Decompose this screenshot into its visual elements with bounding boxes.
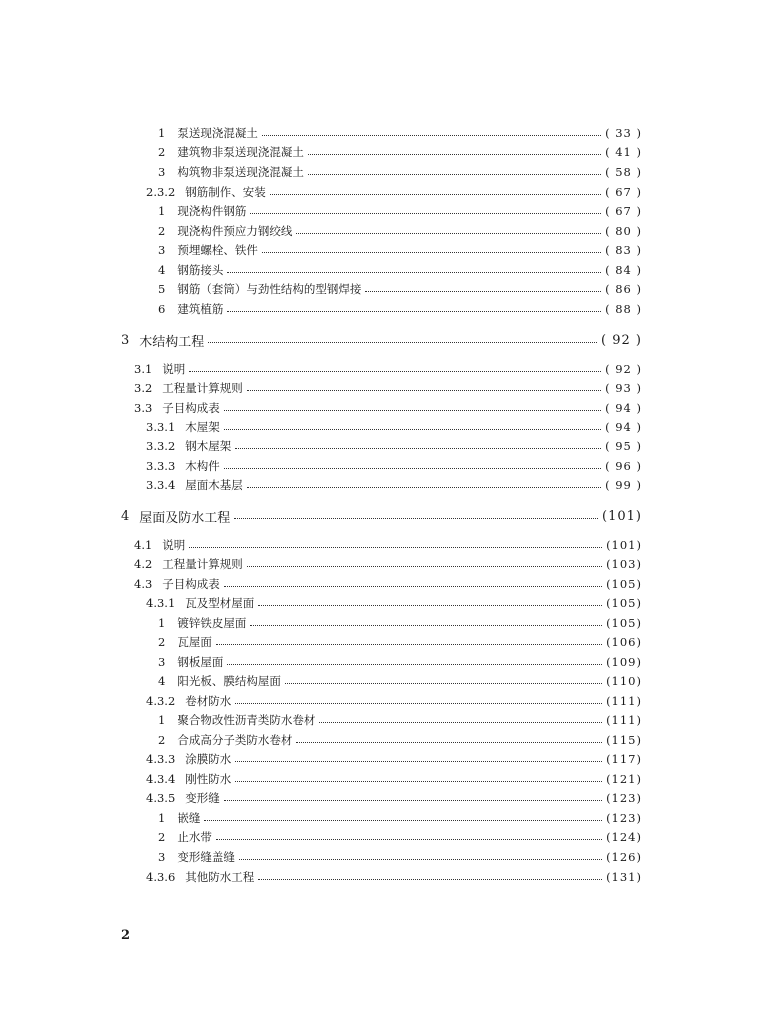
dot-leader [224, 468, 601, 469]
toc-entry-number: 4 [158, 674, 166, 688]
toc-entry-page: ( 86 ) [605, 282, 642, 296]
dot-leader [262, 135, 601, 136]
toc-entry-number: 3.3.4 [146, 478, 176, 492]
toc-entry [146, 750, 642, 768]
toc-entry-title: 瓦屋面 [177, 635, 212, 649]
toc-entry-title: 刚性防水 [185, 772, 232, 786]
toc-entry-title: 镀锌铁皮屋面 [177, 616, 247, 630]
toc-entry-title: 止水带 [177, 830, 212, 844]
toc-entry [158, 731, 642, 749]
dot-leader [285, 683, 602, 684]
dot-leader [224, 586, 602, 587]
toc-entry [146, 594, 642, 612]
toc-entry-title: 嵌缝 [177, 811, 201, 825]
toc-entry-page: (105) [606, 596, 642, 610]
dot-leader [235, 781, 602, 782]
toc-entry-page: (106) [606, 635, 642, 649]
toc-entry-title: 木构件 [185, 459, 220, 473]
toc-entry-number: 4.3.4 [146, 772, 176, 786]
dot-leader [319, 722, 602, 723]
toc-entry-page: ( 67 ) [605, 185, 642, 199]
toc-entry-title: 现浇构件预应力钢绞线 [177, 224, 293, 238]
toc-entry-number: 3 [158, 165, 166, 179]
toc-entry-number: 1 [158, 616, 166, 630]
toc-entry-page: ( 84 ) [605, 263, 642, 277]
toc-entry-title: 子目构成表 [162, 577, 220, 591]
toc-entry-page: ( 94 ) [605, 401, 642, 415]
toc-entry-title: 其他防水工程 [185, 870, 255, 884]
toc-entry-number: 4.3.2 [146, 694, 176, 708]
toc-entry-title: 说明 [162, 362, 186, 376]
toc-entry-page: (105) [606, 577, 642, 591]
toc-entry [158, 672, 642, 690]
toc-entry-title: 阳光板、膜结构屋面 [177, 674, 281, 688]
toc-entry-number: 3 [158, 850, 166, 864]
toc-entry-title: 子目构成表 [162, 401, 220, 415]
dot-leader [247, 566, 602, 567]
toc-entry-page: ( 58 ) [605, 165, 642, 179]
toc-entry [146, 437, 642, 455]
toc-entry-number: 2.3.2 [146, 185, 176, 199]
toc-entry-title: 构筑物非泵送现浇混凝土 [177, 165, 304, 179]
toc-entry-title: 卷材防水 [185, 694, 232, 708]
toc-entry [146, 183, 642, 201]
toc-entry-number: 4 [158, 263, 166, 277]
toc-entry-title: 建筑植筋 [177, 302, 224, 316]
toc-entry-page: (109) [606, 655, 642, 669]
dot-leader [250, 213, 601, 214]
toc-entry-page: ( 92 ) [601, 332, 642, 348]
toc-entry-page: ( 88 ) [605, 302, 642, 316]
toc-entry-page: (131) [606, 870, 642, 884]
toc-entry [134, 399, 642, 417]
toc-entry [146, 457, 642, 475]
toc-entry-title: 建筑物非泵送现浇混凝土 [177, 145, 304, 159]
dot-leader [189, 547, 602, 548]
toc-entry [158, 848, 642, 866]
toc-entry-number: 2 [158, 145, 166, 159]
dot-leader [216, 644, 602, 645]
toc-entry [158, 300, 642, 318]
dot-leader [235, 448, 601, 449]
toc-entry [134, 575, 642, 593]
toc-entry-number: 3.3.2 [146, 439, 176, 453]
toc-entry-title: 变形缝 [185, 791, 220, 805]
toc-entry-number: 3.1 [134, 362, 153, 376]
toc-entry [146, 789, 642, 807]
toc-entry-title: 合成高分子类防水卷材 [177, 733, 293, 747]
dot-leader [258, 879, 602, 880]
dot-leader [258, 605, 602, 606]
toc-entry-title: 钢板屋面 [177, 655, 224, 669]
toc-entry-title: 现浇构件钢筋 [177, 204, 247, 218]
toc-entry-title: 工程量计算规则 [162, 381, 243, 395]
dot-leader [296, 742, 602, 743]
toc-entry-number: 6 [158, 302, 166, 316]
toc-entry-number: 3.3.1 [146, 420, 176, 434]
dot-leader [247, 390, 601, 391]
toc-entry-title: 钢筋接头 [177, 263, 224, 277]
toc-entry-title: 预埋螺栓、铁件 [177, 243, 258, 257]
toc-entry-title: 屋面及防水工程 [139, 510, 231, 525]
toc-entry-page: ( 83 ) [605, 243, 642, 257]
dot-leader [235, 761, 602, 762]
dot-leader [235, 703, 602, 704]
toc-entry [158, 202, 642, 220]
dot-leader [250, 625, 602, 626]
dot-leader [365, 291, 601, 292]
toc-entry-number: 4.2 [134, 557, 153, 571]
toc-entry-page: (124) [606, 830, 642, 844]
toc-entry-number: 4.1 [134, 538, 153, 552]
toc-entry [158, 241, 642, 259]
dot-leader [204, 820, 602, 821]
dot-leader [234, 518, 598, 519]
toc-entry-page: ( 96 ) [605, 459, 642, 473]
toc-entry-title: 木屋架 [185, 420, 220, 434]
toc-entry-title: 泵送现浇混凝土 [177, 126, 258, 140]
toc-entry-title: 涂膜防水 [185, 752, 232, 766]
toc-entry-title: 瓦及型材屋面 [185, 596, 255, 610]
toc-entry-number: 3 [158, 655, 166, 669]
toc-entry-page: ( 99 ) [605, 478, 642, 492]
toc-entry-page: (126) [606, 850, 642, 864]
toc-entry [158, 143, 642, 161]
toc-entry-number: 1 [158, 204, 166, 218]
toc-entry-page: (101) [606, 538, 642, 552]
toc-entry-number: 4 [121, 508, 130, 524]
toc-entry-page: ( 67 ) [605, 204, 642, 218]
toc-entry-page: (105) [606, 616, 642, 630]
toc-entry-number: 4.3.6 [146, 870, 176, 884]
toc-entry-page: ( 41 ) [605, 145, 642, 159]
page-number: 2 [121, 928, 131, 943]
dot-leader [227, 311, 601, 312]
toc-entry-number: 3.3 [134, 401, 153, 415]
toc-entry-title: 钢筋（套筒）与劲性结构的型钢焊接 [177, 282, 362, 296]
dot-leader [189, 371, 601, 372]
dot-leader [227, 272, 601, 273]
toc-entry [134, 536, 642, 554]
toc-entry-number: 2 [158, 635, 166, 649]
toc-entry-number: 3.3.3 [146, 459, 176, 473]
dot-leader [239, 859, 602, 860]
toc-entry-page: (123) [606, 811, 642, 825]
toc-entry-title: 钢木屋架 [185, 439, 232, 453]
toc-entry-title: 变形缝盖缝 [177, 850, 235, 864]
toc-entry-number: 3 [121, 332, 130, 348]
toc-entry-title: 聚合物改性沥青类防水卷材 [177, 713, 316, 727]
dot-leader [262, 252, 601, 253]
toc-entry [146, 770, 642, 788]
toc-entry-title: 说明 [162, 538, 186, 552]
toc-entry-page: (111) [606, 713, 642, 727]
toc-entry [158, 828, 642, 846]
toc-entry-number: 2 [158, 224, 166, 238]
toc-entry-page: (103) [606, 557, 642, 571]
toc-entry-number: 4.3.3 [146, 752, 176, 766]
toc-entry-page: (111) [606, 694, 642, 708]
toc-entry [158, 222, 642, 240]
toc-entry-number: 1 [158, 811, 166, 825]
toc-entry [146, 418, 642, 436]
toc-entry-page: ( 92 ) [605, 362, 642, 376]
toc-entry-number: 2 [158, 830, 166, 844]
toc-entry [146, 692, 642, 710]
toc-entry-page: (110) [606, 674, 642, 688]
toc-entry-page: (123) [606, 791, 642, 805]
toc-entry-number: 4.3 [134, 577, 153, 591]
toc-entry [121, 507, 642, 525]
toc-entry-page: (117) [606, 752, 642, 766]
toc-entry [134, 360, 642, 378]
toc-entry-number: 2 [158, 733, 166, 747]
toc-entry-number: 4.3.5 [146, 791, 176, 805]
dot-leader [308, 174, 601, 175]
toc-entry [158, 653, 642, 671]
toc-entry-number: 3.2 [134, 381, 153, 395]
toc-entry-page: (115) [606, 733, 642, 747]
dot-leader [224, 800, 602, 801]
toc-entry [158, 280, 642, 298]
toc-entry-number: 1 [158, 126, 166, 140]
toc-entry-number: 4.3.1 [146, 596, 176, 610]
toc-entry-number: 5 [158, 282, 166, 296]
dot-leader [270, 194, 601, 195]
toc-entry [158, 261, 642, 279]
toc-entry [158, 163, 642, 181]
toc-entry-number: 1 [158, 713, 166, 727]
toc-entry-page: ( 95 ) [605, 439, 642, 453]
toc-entry-title: 木结构工程 [139, 334, 205, 349]
toc-entry-title: 工程量计算规则 [162, 557, 243, 571]
toc-entry [146, 476, 642, 494]
toc-entry-page: ( 80 ) [605, 224, 642, 238]
toc-entry [134, 379, 642, 397]
dot-leader [224, 410, 601, 411]
toc-entry [158, 633, 642, 651]
toc-entry [158, 124, 642, 142]
toc-entry [158, 614, 642, 632]
dot-leader [247, 487, 601, 488]
dot-leader [216, 839, 602, 840]
toc-entry-page: ( 93 ) [605, 381, 642, 395]
toc-entry-title: 屋面木基层 [185, 478, 243, 492]
toc-entry-page: ( 33 ) [605, 126, 642, 140]
dot-leader [208, 342, 597, 343]
toc-entry [134, 555, 642, 573]
toc-entry [121, 331, 642, 349]
toc-entry-page: (121) [606, 772, 642, 786]
dot-leader [296, 233, 601, 234]
dot-leader [308, 154, 601, 155]
toc-entry-page: ( 94 ) [605, 420, 642, 434]
toc-entry-number: 3 [158, 243, 166, 257]
toc-entry [158, 711, 642, 729]
toc-entry [158, 809, 642, 827]
toc-entry-title: 钢筋制作、安装 [185, 185, 266, 199]
dot-leader [227, 664, 602, 665]
dot-leader [224, 429, 601, 430]
toc-entry [146, 868, 642, 886]
toc-entry-page: (101) [602, 508, 642, 524]
